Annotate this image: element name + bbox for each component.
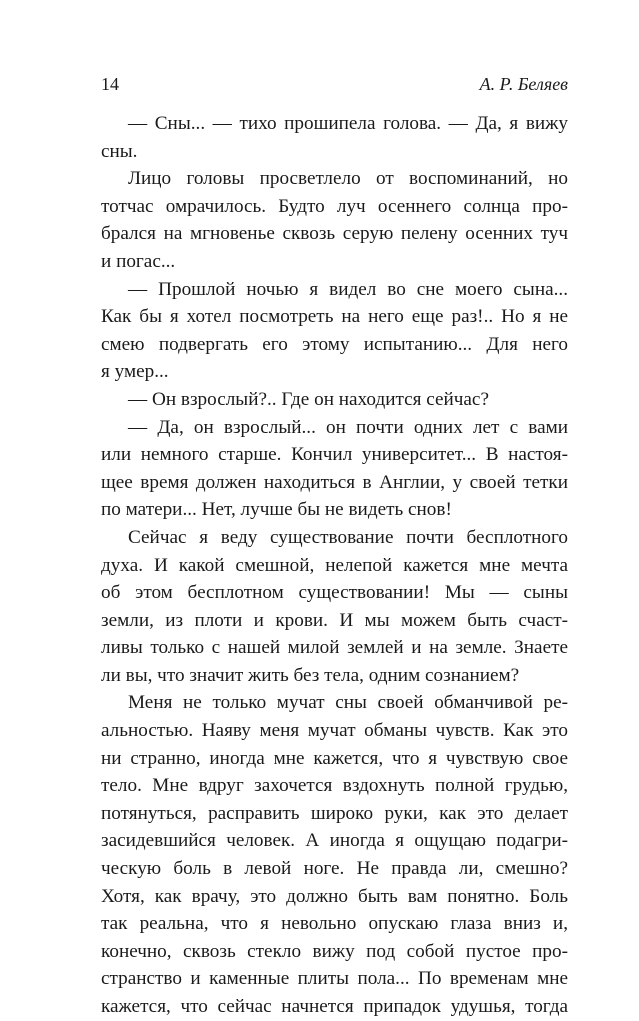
page-number: 14 xyxy=(101,74,119,94)
text-line: кажется, что сейчас начнется припадок удушья, тогда xyxy=(101,996,568,1017)
text-line: — Сны... — тихо прошипела голова. — Да, я вижу xyxy=(128,113,568,134)
running-head-author: А. Р. Беляев xyxy=(479,74,568,94)
text-line: конечно, сквозь стекло вижу под собой пустое про- xyxy=(101,940,568,962)
text-line: Сейчас я веду существование почти бесплотного xyxy=(128,526,568,548)
text-line: — Да, он взрослый... он почти одних лет с вами xyxy=(128,416,568,438)
text-line: ни странно, иногда мне кажется, что я чувствую свое xyxy=(101,747,568,769)
text-line: Как бы я хотел посмотреть на него еще раз!.. Но я не xyxy=(101,306,568,328)
text-line: об этом бесплотном существовании! Мы — сыны xyxy=(101,582,568,604)
text-line: так реальна, что я невольно опускаю глаза вниз и, xyxy=(101,913,568,935)
text-line: я умер... xyxy=(101,361,169,383)
text-line: ли вы, что значит жить без тела, одним сознанием? xyxy=(101,664,520,686)
page-header xyxy=(101,70,568,98)
body-text xyxy=(101,110,568,1021)
text-line: ческую боль в левой ноге. Не правда ли, смешно? xyxy=(101,858,568,880)
text-line: по матери... Нет, лучше бы не видеть снов! xyxy=(101,499,452,521)
text-line: земли, из плоти и крови. И мы можем быть счаст- xyxy=(101,609,568,631)
text-line: — Он взрослый?.. Где он находится сейчас? xyxy=(128,388,489,410)
text-line: духа. И какой смешной, нелепой кажется мне мечта xyxy=(101,554,568,576)
text-line: сны. xyxy=(101,140,138,162)
text-line: ливы только с нашей милой землей и на земле. Знаете xyxy=(101,637,568,659)
text-line: и погас... xyxy=(101,250,176,272)
text-line: Лицо головы просветлело от воспоминаний, но xyxy=(128,168,568,190)
text-line: странство и каменные плиты пола... По временам мне xyxy=(101,968,568,990)
text-line: засидевшийся человек. А иногда я ощущаю подагри- xyxy=(101,830,568,852)
text-line: тело. Мне вдруг захочется вздохнуть полной грудью, xyxy=(101,775,568,797)
text-line: смею подвергать его этому испытанию... Для него xyxy=(101,333,568,355)
text-line: Хотя, как врачу, это должно быть вам понятно. Боль xyxy=(101,885,568,907)
text-line: потянуться, расправить широко руки, как это делает xyxy=(101,802,568,824)
text-line: альностью. Наяву меня мучат обманы чувств. Как это xyxy=(101,720,568,742)
text-line: — Прошлой ночью я видел во сне моего сына... xyxy=(128,278,568,300)
text-line: тотчас омрачилось. Будто луч осеннего солнца про- xyxy=(101,195,568,217)
text-line: Меня не только мучат сны своей обманчивой ре- xyxy=(128,692,568,714)
text-line: щее время должен находиться в Англии, у своей тетки xyxy=(101,471,568,493)
text-line: брался на мгновенье сквозь серую пелену осенних туч xyxy=(101,223,568,245)
text-line: или немного старше. Кончил университет... В настоя- xyxy=(101,444,568,466)
